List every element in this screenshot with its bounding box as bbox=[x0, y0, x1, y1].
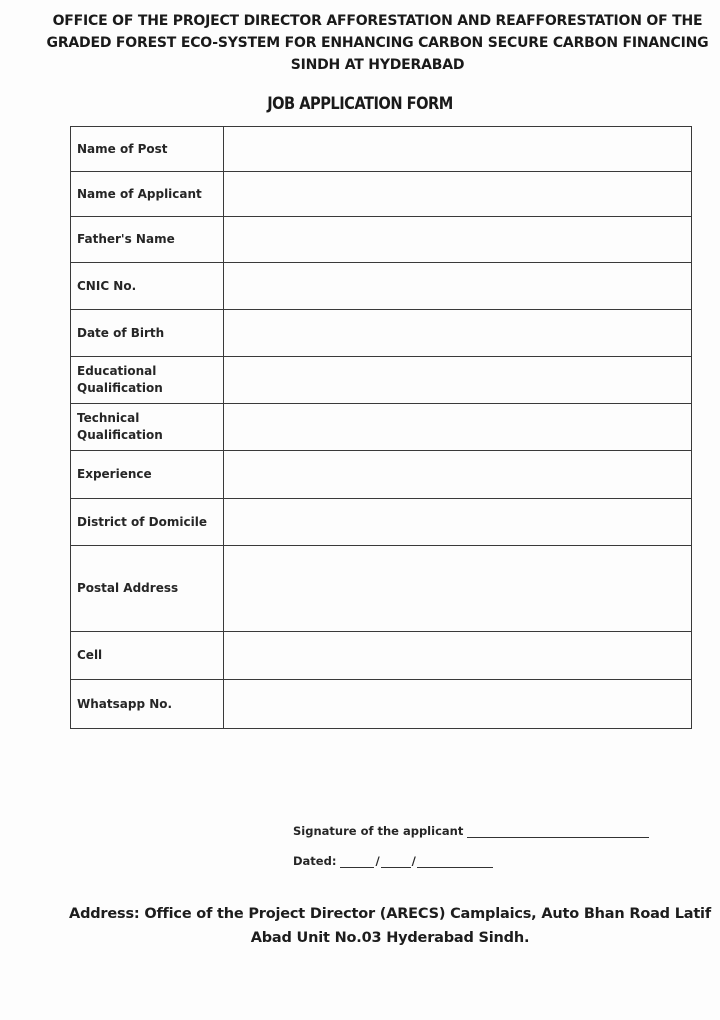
address-line-1: Address: Office of the Project Director (ARECS) Camplaics, Auto Bhan Road Latif bbox=[69, 906, 711, 922]
table-row bbox=[71, 357, 692, 404]
address-line-2: Abad Unit No.03 Hyderabad Sindh. bbox=[250, 930, 530, 946]
table-row bbox=[71, 404, 692, 451]
field-label-technical-qualification: Technical Qualification bbox=[71, 404, 224, 451]
field-input-name-of-post[interactable] bbox=[224, 127, 692, 172]
dated-label: Dated: bbox=[293, 854, 337, 868]
field-input-district-of-domicile[interactable] bbox=[224, 499, 692, 546]
field-input-name-of-applicant[interactable] bbox=[224, 172, 692, 217]
table-row bbox=[71, 217, 692, 263]
field-label-postal-address: Postal Address bbox=[71, 546, 224, 632]
signature-block bbox=[293, 820, 649, 868]
date-year-blank[interactable] bbox=[417, 855, 493, 868]
field-input-date-of-birth[interactable] bbox=[224, 310, 692, 357]
field-label-name-of-applicant: Name of Applicant bbox=[71, 172, 224, 217]
field-input-fathers-name[interactable] bbox=[224, 217, 692, 263]
field-input-cell[interactable] bbox=[224, 632, 692, 680]
field-input-whatsapp-no[interactable] bbox=[224, 680, 692, 729]
date-month-blank[interactable] bbox=[381, 855, 411, 868]
field-input-technical-qualification[interactable] bbox=[224, 404, 692, 451]
header-line-3: SINDH AT HYDERABAD bbox=[290, 57, 465, 73]
header-line-2: GRADED FOREST ECO-SYSTEM FOR ENHANCING CARBON SECURE CARBON FINANCING bbox=[46, 35, 709, 51]
field-label-experience: Experience bbox=[71, 451, 224, 499]
table-row bbox=[71, 499, 692, 546]
field-input-postal-address[interactable] bbox=[224, 546, 692, 632]
application-table bbox=[70, 126, 692, 729]
field-label-date-of-birth: Date of Birth bbox=[71, 310, 224, 357]
field-input-experience[interactable] bbox=[224, 451, 692, 499]
field-label-educational-qualification: Educational Qualification bbox=[71, 357, 224, 404]
table-row bbox=[71, 546, 692, 632]
field-label-name-of-post: Name of Post bbox=[71, 127, 224, 172]
signature-label: Signature of the applicant bbox=[293, 824, 464, 838]
date-day-blank[interactable] bbox=[340, 855, 374, 868]
table-row bbox=[71, 680, 692, 729]
table-row bbox=[71, 263, 692, 310]
signature-blank[interactable] bbox=[467, 825, 649, 838]
date-separator-2: / bbox=[411, 854, 416, 868]
field-input-educational-qualification[interactable] bbox=[224, 357, 692, 404]
table-row bbox=[71, 451, 692, 499]
field-label-cell: Cell bbox=[71, 632, 224, 680]
form-title: JOB APPLICATION FORM bbox=[267, 94, 453, 114]
signature-row bbox=[293, 820, 649, 838]
field-input-cnic-no[interactable] bbox=[224, 263, 692, 310]
field-label-cnic-no: CNIC No. bbox=[71, 263, 224, 310]
date-separator-1: / bbox=[375, 854, 380, 868]
field-label-fathers-name: Father's Name bbox=[71, 217, 224, 263]
header-line-1: OFFICE OF THE PROJECT DIRECTOR AFFORESTATION AND REAFFORESTATION OF THE bbox=[52, 13, 703, 29]
office-header bbox=[40, 10, 715, 76]
office-address bbox=[60, 902, 720, 950]
dated-row bbox=[293, 850, 649, 868]
table-row bbox=[71, 632, 692, 680]
table-row bbox=[71, 127, 692, 172]
table-row bbox=[71, 172, 692, 217]
field-label-district-of-domicile: District of Domicile bbox=[71, 499, 224, 546]
field-label-whatsapp-no: Whatsapp No. bbox=[71, 680, 224, 729]
table-row bbox=[71, 310, 692, 357]
